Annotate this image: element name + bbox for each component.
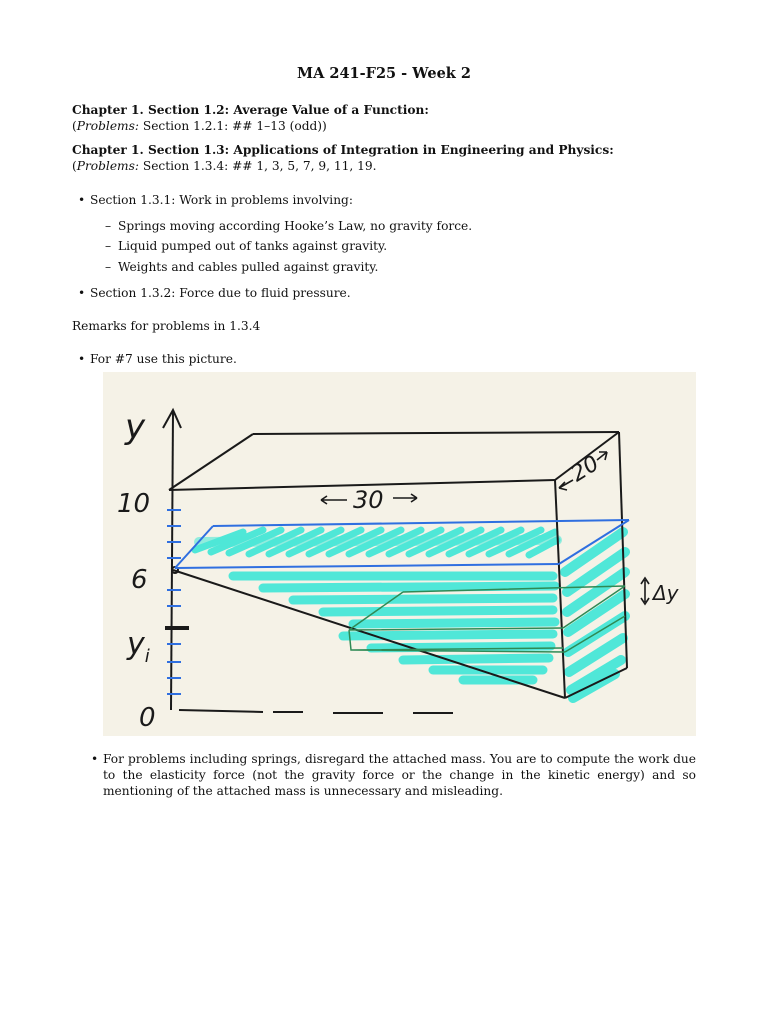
axis-ticks [167,510,181,694]
tank-figure [103,372,696,736]
section-average-value [72,102,696,135]
tick-label-0: 0 [139,703,156,733]
bullet-work: • Section 1.3.1: Work in problems involving: [90,192,696,208]
tank-drawing [103,372,696,736]
tick-label-10: 10 [117,489,151,519]
section-applications [72,142,696,175]
section-problems: (Problems: Section 1.2.1: ## 1–13 (odd)) [72,119,327,134]
section-heading: Chapter 1. Section 1.2: Average Value of a Function: [72,103,429,117]
bullet-figure: • For #7 use this picture. [90,351,696,367]
width-label: 20 [566,451,604,488]
water-surface-hatch [195,530,557,555]
sub-item-liquid: – Liquid pumped out of tanks against gravity. [118,238,678,254]
dy-label: Δy [653,581,679,605]
sub-item-springs: – Springs moving according Hooke’s Law, no gravity force. [118,218,678,234]
y-axis-label: y [125,407,146,447]
length-label: 30 [353,486,384,514]
tick-label-6: 6 [131,565,148,595]
sub-item-weights: – Weights and cables pulled against gravity. [118,259,678,275]
remarks-heading: Remarks for problems in 1.3.4 [72,319,261,333]
section-problems: (Problems: Section 1.3.4: ## 1, 3, 5, 7, 9, 11, 19. [72,159,377,174]
dimension-arrows [321,452,649,604]
bullet-pressure: • Section 1.3.2: Force due to fluid pressure. [90,285,696,301]
y-axis [163,410,453,713]
section-heading: Chapter 1. Section 1.3: Applications of Integration in Engineering and Physics: [72,143,614,157]
tick-label-yi: $y_i$ [127,627,150,667]
page-title: MA 241-F25 - Week 2 [297,65,471,82]
springs-remark: • For problems including springs, disregard the attached mass. You are to compute the work due to the elasticity force (not the gravity force or the change in the kinetic energy) and so mentioning of the attached mass is unnecessary and misleading. [103,751,696,799]
